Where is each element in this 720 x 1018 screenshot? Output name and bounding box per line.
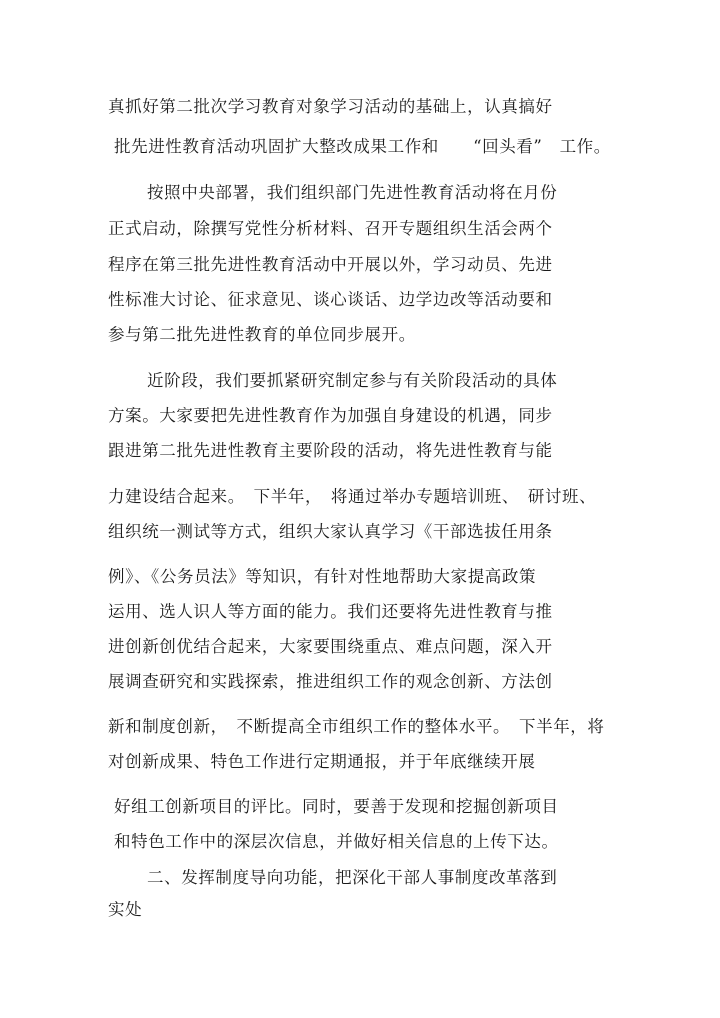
section-heading: 二、发挥制度导向功能，把深化干部人事制度改革落到 — [147, 868, 558, 887]
text-line: 组织统一测试等方式，组织大家认真学习《干部选拔任用条 — [108, 522, 553, 541]
text-line: 例》、《公务员法》等知识，有针对性地帮助大家提高政策 — [108, 567, 537, 586]
text-line: 进创新创优结合起来，大家要围绕重点、难点问题，深入开 — [108, 637, 553, 656]
text-line: 展调查研究和实践探索，推进组织工作的观念创新、方法创 — [108, 672, 553, 691]
text-line: 跟进第二批先进性教育主要阶段的活动，将先进性教育与能 — [108, 441, 553, 460]
text-line: 批先进性教育活动巩固扩大整改成果工作和 “回头看” 工作。 — [114, 137, 611, 156]
text-line: 运用、选人识人等方面的能力。我们还要将先进性教育与推 — [108, 602, 553, 621]
text-line: 好组工创新项目的评比。同时，要善于发现和挖掘创新项目 — [114, 797, 559, 816]
text-line: 新和制度创新， 不断提高全市组织工作的整体水平。 下半年，将 — [108, 717, 605, 736]
text-line: 对创新成果、特色工作进行定期通报，并于年底继续开展 — [108, 752, 536, 771]
text-line: 方案。大家要把先进性教育作为加强自身建设的机遇，同步 — [108, 406, 553, 425]
text-line: 力建设结合起来。 下半年， 将通过举办专题培训班、 研讨班、 — [108, 487, 597, 506]
section-heading-continuation: 实处 — [108, 900, 143, 919]
text-line: 按照中央部署，我们组织部门先进性教育活动将在月份 — [147, 183, 558, 202]
text-line: 和特色工作中的深层次信息，并做好相关信息的上传下达。 — [114, 832, 559, 851]
text-line: 性标准大讨论、征求意见、谈心谈话、边学边改等活动要和 — [108, 290, 553, 309]
text-line: 近阶段，我们要抓紧研究制定参与有关阶段活动的具体 — [147, 371, 558, 390]
text-line: 程序在第三批先进性教育活动中开展以外，学习动员、先进 — [108, 255, 553, 274]
text-line: 参与第二批先进性教育的单位同步展开。 — [108, 325, 416, 344]
text-line: 正式启动，除撰写党性分析材料、召开专题组织生活会两个 — [108, 219, 553, 238]
text-line: 真抓好第二批次学习教育对象学习活动的基础上，认真搞好 — [108, 97, 553, 116]
